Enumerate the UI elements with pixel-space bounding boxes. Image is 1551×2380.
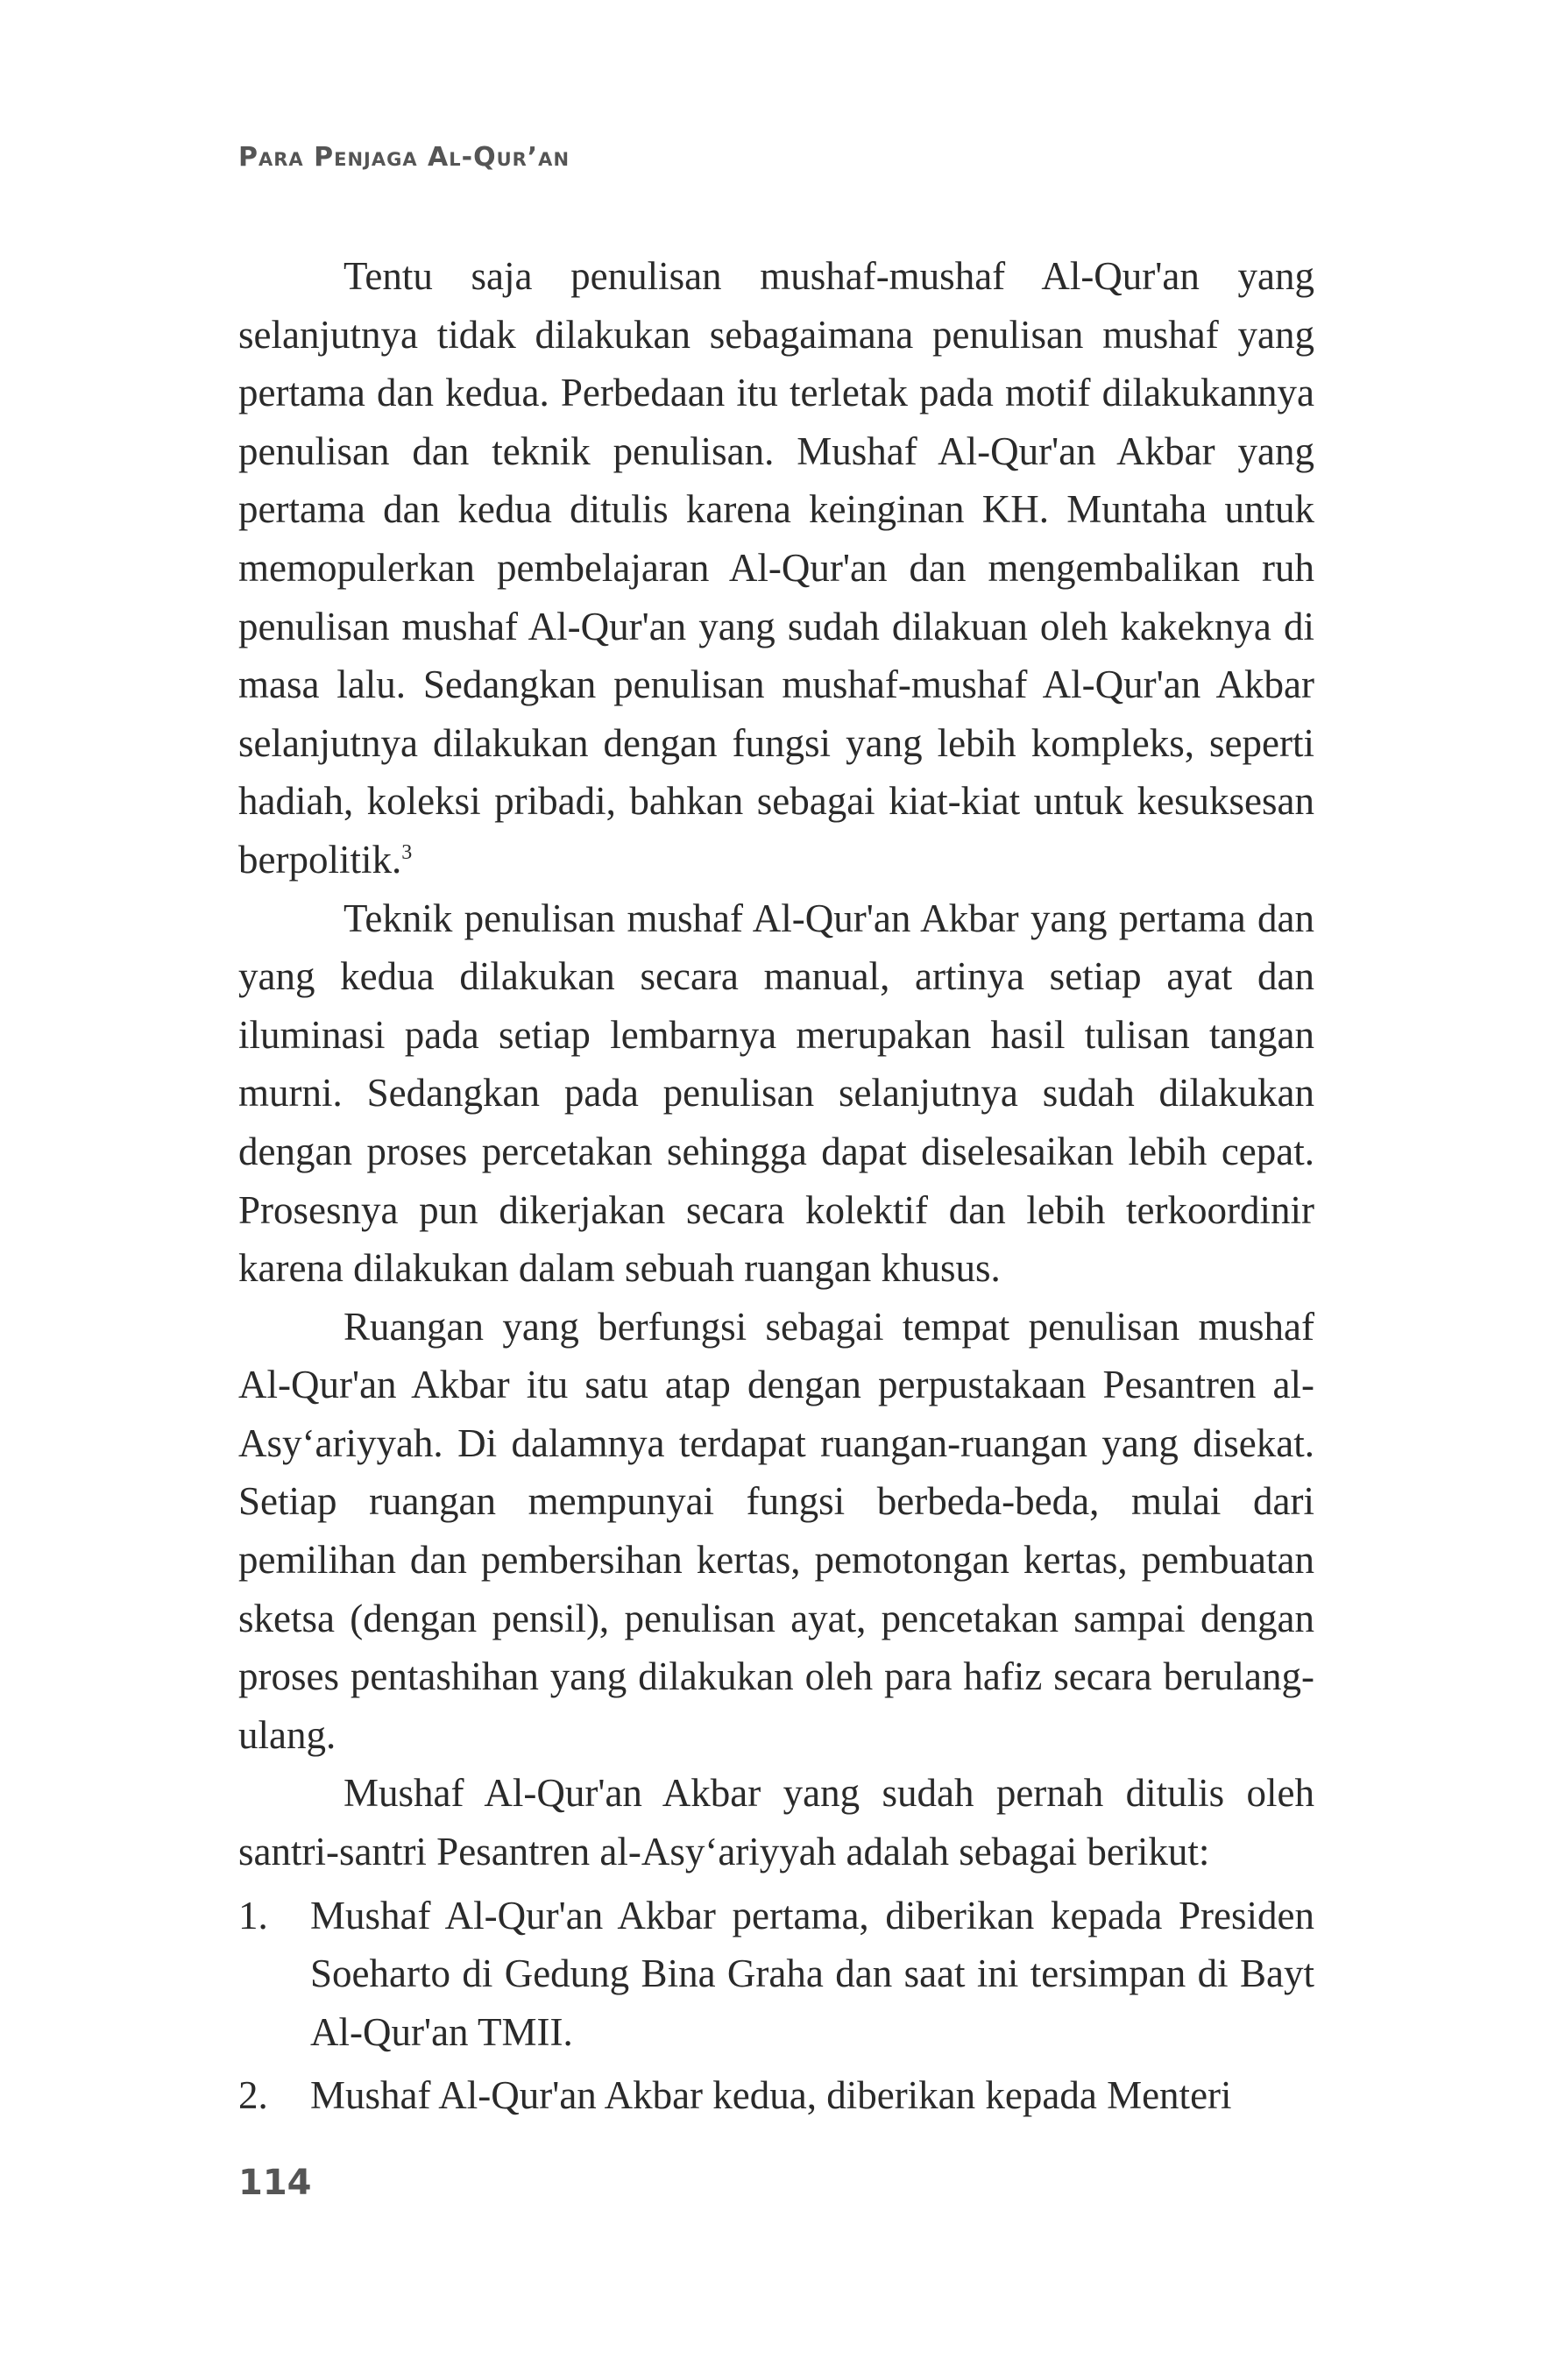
- footnote-reference[interactable]: 3: [401, 840, 413, 864]
- page-number: 114: [238, 2163, 312, 2203]
- list-item: [238, 1887, 1314, 2062]
- list-item: [238, 2066, 1314, 2125]
- list-item-text: Mushaf Al-Qur'an Akbar pertama, diberikan kepada Presiden Soeharto di Gedung Bina Graha dan saat ini tersimpan di Bayt Al-Qur'an TMII.: [310, 1893, 1314, 2054]
- paragraph-1: [238, 247, 1314, 889]
- list-item-number: 1.: [238, 1893, 268, 1937]
- running-head: Para Penjaga Al-Qur’an: [238, 142, 570, 173]
- paragraph-1-text: Tentu saja penulisan mushaf-mushaf Al-Qur'an yang selanjutnya tidak dilakukan sebagaimana penulisan mushaf yang pertama dan kedua. Perbedaan itu terletak pada motif dilakukannya penulisan dan teknik penulisan. Mushaf Al-Qur'an Akbar yang pertama dan kedua ditulis karena keinginan KH. Muntaha untuk memopulerkan pembelajaran Al-Qur'an dan mengembalikan ruh penulisan mushaf Al-Qur'an yang sudah dilakuan oleh kakeknya di masa lalu. Sedangkan penulisan mushaf-mushaf Al-Qur'an Akbar selanjutnya dilakukan dengan fungsi yang lebih kompleks, seperti hadiah, koleksi pribadi, bahkan sebagai kiat-kiat untuk kesuksesan berpolitik.: [238, 254, 1314, 882]
- list-item-number: 2.: [238, 2073, 268, 2118]
- recipient-list: [238, 1887, 1314, 2125]
- paragraph-3: Ruangan yang berfungsi sebagai tempat penulisan mushaf Al-Qur'an Akbar itu satu atap dengan perpustakaan Pesantren al-Asy‘ariyyah. Di dalamnya terdapat ruangan-ruangan yang disekat. Setiap ruangan mempunyai fungsi berbeda-beda, mulai dari pemilihan dan pembersihan kertas, pemotongan kertas, pembuatan sketsa (dengan pensil), penulisan ayat, pencetakan sampai dengan proses pentashihan yang dilakukan oleh para hafiz secara berulang-ulang.: [238, 1304, 1314, 1757]
- list-item-text: Mushaf Al-Qur'an Akbar kedua, diberikan kepada Menteri: [310, 2073, 1232, 2118]
- body-text: [238, 247, 1314, 2125]
- paragraph-4: Mushaf Al-Qur'an Akbar yang sudah pernah ditulis oleh santri-santri Pesantren al-Asy‘ariyyah adalah sebagai berikut:: [238, 1771, 1314, 1874]
- paragraph-2: Teknik penulisan mushaf Al-Qur'an Akbar yang pertama dan yang kedua dilakukan secara manual, artinya setiap ayat dan iluminasi pada setiap lembarnya merupakan hasil tulisan tangan murni. Sedangkan pada penulisan selanjutnya sudah dilakukan dengan proses percetakan sehingga dapat diselesaikan lebih cepat. Prosesnya pun dikerjakan secara kolektif dan lebih terkoordinir karena dilakukan dalam sebuah ruangan khusus.: [238, 896, 1314, 1291]
